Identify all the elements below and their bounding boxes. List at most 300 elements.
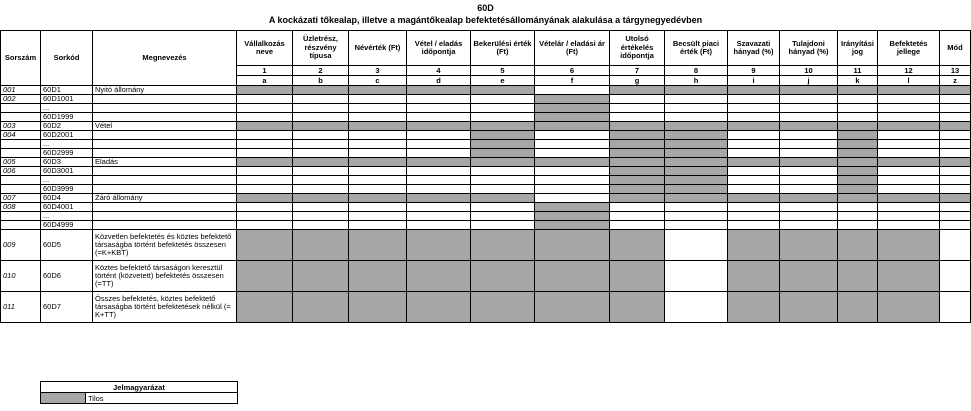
input-cell[interactable]: [610, 113, 665, 122]
forbidden-cell: [665, 86, 728, 95]
input-cell[interactable]: [349, 203, 407, 212]
forbidden-cell: [838, 158, 878, 167]
row-sorkod: 60D1999: [41, 113, 93, 122]
forbidden-cell: [838, 194, 878, 203]
input-cell[interactable]: [780, 176, 838, 185]
forbidden-cell: [838, 131, 878, 140]
forbidden-cell: [293, 230, 349, 261]
input-cell[interactable]: [780, 167, 838, 176]
input-cell[interactable]: [780, 185, 838, 194]
input-cell[interactable]: [237, 221, 293, 230]
input-cell[interactable]: [535, 140, 610, 149]
input-cell[interactable]: [878, 212, 940, 221]
row-megnevezes: [93, 221, 237, 230]
row-megnevezes: [93, 212, 237, 221]
input-cell[interactable]: [838, 203, 878, 212]
table-row: [1, 194, 971, 203]
input-cell[interactable]: [665, 113, 728, 122]
input-cell[interactable]: [940, 131, 971, 140]
column-letter: l: [878, 76, 940, 86]
forbidden-cell: [780, 230, 838, 261]
forbidden-cell: [940, 122, 971, 131]
input-cell[interactable]: [407, 131, 471, 140]
input-cell[interactable]: [535, 176, 610, 185]
column-header: Becsült piaci érték (Ft): [665, 31, 728, 66]
column-header: Bekerülési érték (Ft): [471, 31, 535, 66]
input-cell[interactable]: [728, 221, 780, 230]
input-cell[interactable]: [780, 203, 838, 212]
forbidden-cell: [610, 261, 665, 292]
input-cell[interactable]: [940, 230, 971, 261]
header-sorkod: Sorkód: [41, 31, 93, 86]
input-cell[interactable]: [349, 140, 407, 149]
input-cell[interactable]: [610, 212, 665, 221]
input-cell[interactable]: [838, 113, 878, 122]
table-row: [1, 86, 971, 95]
input-cell[interactable]: [728, 104, 780, 113]
input-cell[interactable]: [293, 113, 349, 122]
input-cell[interactable]: [940, 176, 971, 185]
input-cell[interactable]: [940, 292, 971, 323]
forbidden-cell: [780, 261, 838, 292]
input-cell[interactable]: [940, 95, 971, 104]
row-sorszam: [1, 212, 41, 221]
row-sorszam: [1, 185, 41, 194]
forbidden-cell: [780, 158, 838, 167]
row-megnevezes: Eladás: [93, 158, 237, 167]
input-cell[interactable]: [471, 185, 535, 194]
input-cell[interactable]: [878, 149, 940, 158]
input-cell[interactable]: [940, 104, 971, 113]
input-cell[interactable]: [878, 113, 940, 122]
forbidden-cell: [838, 185, 878, 194]
input-cell[interactable]: [535, 86, 610, 95]
column-number: 12: [878, 66, 940, 76]
forbidden-cell: [665, 167, 728, 176]
input-cell[interactable]: [407, 149, 471, 158]
report-table: [0, 30, 971, 323]
forbidden-cell: [535, 292, 610, 323]
forbidden-cell: [665, 149, 728, 158]
table-row: [1, 158, 971, 167]
table-row: [1, 185, 971, 194]
forbidden-cell: [610, 158, 665, 167]
row-sorkod: 60D2999: [41, 149, 93, 158]
input-cell[interactable]: [349, 176, 407, 185]
row-megnevezes: [93, 176, 237, 185]
forbidden-cell: [878, 158, 940, 167]
forbidden-cell: [838, 261, 878, 292]
input-cell[interactable]: [780, 95, 838, 104]
forbidden-cell: [535, 203, 610, 212]
input-cell[interactable]: [293, 131, 349, 140]
input-cell[interactable]: [665, 104, 728, 113]
forbidden-cell: [471, 230, 535, 261]
input-cell[interactable]: [878, 176, 940, 185]
input-cell[interactable]: [349, 167, 407, 176]
column-header: Vételár / eladási ár (Ft): [535, 31, 610, 66]
forbidden-cell: [728, 122, 780, 131]
input-cell[interactable]: [407, 212, 471, 221]
forbidden-cell: [535, 212, 610, 221]
input-cell[interactable]: [407, 167, 471, 176]
input-cell[interactable]: [237, 104, 293, 113]
input-cell[interactable]: [665, 261, 728, 292]
input-cell[interactable]: [665, 221, 728, 230]
forbidden-cell: [610, 292, 665, 323]
input-cell[interactable]: [237, 212, 293, 221]
input-cell[interactable]: [728, 203, 780, 212]
column-header: Szavazati hányad (%): [728, 31, 780, 66]
row-sorkod: 60D4999: [41, 221, 93, 230]
input-cell[interactable]: [878, 131, 940, 140]
column-header: Irányítási jog: [838, 31, 878, 66]
input-cell[interactable]: [471, 113, 535, 122]
input-cell[interactable]: [471, 167, 535, 176]
row-sorkod: 60D1: [41, 86, 93, 95]
column-header: Névérték (Ft): [349, 31, 407, 66]
forbidden-cell: [610, 131, 665, 140]
forbidden-cell: [407, 194, 471, 203]
forbidden-cell: [349, 86, 407, 95]
table-row: [1, 149, 971, 158]
forbidden-cell: [293, 86, 349, 95]
row-sorszam: [1, 140, 41, 149]
input-cell[interactable]: [535, 167, 610, 176]
forbidden-cell: [349, 158, 407, 167]
input-cell[interactable]: [293, 221, 349, 230]
input-cell[interactable]: [665, 95, 728, 104]
forbidden-cell: [878, 122, 940, 131]
legend-title: Jelmagyarázat: [41, 382, 238, 393]
row-sorszam: 009: [1, 230, 41, 261]
row-sorkod: ...: [41, 140, 93, 149]
forbidden-cell: [610, 185, 665, 194]
row-sorkod: 60D5: [41, 230, 93, 261]
input-cell[interactable]: [728, 95, 780, 104]
input-cell[interactable]: [878, 203, 940, 212]
forbidden-cell: [471, 158, 535, 167]
input-cell[interactable]: [838, 221, 878, 230]
row-sorszam: 008: [1, 203, 41, 212]
forbidden-cell: [838, 122, 878, 131]
column-header: Vállalkozás neve: [237, 31, 293, 66]
forbidden-cell: [838, 230, 878, 261]
input-cell[interactable]: [535, 194, 610, 203]
input-cell[interactable]: [940, 113, 971, 122]
forbidden-cell: [838, 86, 878, 95]
forbidden-cell: [237, 86, 293, 95]
input-cell[interactable]: [471, 95, 535, 104]
column-number: 4: [407, 66, 471, 76]
input-cell[interactable]: [610, 104, 665, 113]
input-cell[interactable]: [610, 221, 665, 230]
forbidden-cell: [838, 167, 878, 176]
row-sorkod: 60D3001: [41, 167, 93, 176]
input-cell[interactable]: [535, 149, 610, 158]
input-cell[interactable]: [665, 203, 728, 212]
input-cell[interactable]: [471, 221, 535, 230]
form-title: 60D: [477, 3, 494, 13]
row-sorkod: ...: [41, 212, 93, 221]
forbidden-cell: [665, 140, 728, 149]
row-megnevezes: [93, 140, 237, 149]
row-sorszam: 010: [1, 261, 41, 292]
input-cell[interactable]: [293, 95, 349, 104]
input-cell[interactable]: [349, 95, 407, 104]
input-cell[interactable]: [237, 149, 293, 158]
input-cell[interactable]: [293, 104, 349, 113]
forbidden-cell: [349, 194, 407, 203]
table-row: [1, 122, 971, 131]
row-megnevezes: Összes befektetés, köztes befektető társaságba történt befektetések nélkül (= K+TT): [93, 292, 237, 323]
row-sorkod: 60D7: [41, 292, 93, 323]
forbidden-cell: [610, 140, 665, 149]
input-cell[interactable]: [878, 95, 940, 104]
forbidden-cell: [535, 122, 610, 131]
input-cell[interactable]: [940, 167, 971, 176]
column-letter: g: [610, 76, 665, 86]
column-letter: c: [349, 76, 407, 86]
input-cell[interactable]: [878, 167, 940, 176]
row-sorkod: 60D6: [41, 261, 93, 292]
row-megnevezes: [93, 104, 237, 113]
row-megnevezes: [93, 203, 237, 212]
input-cell[interactable]: [878, 185, 940, 194]
forbidden-cell: [665, 158, 728, 167]
table-row: [1, 104, 971, 113]
input-cell[interactable]: [940, 221, 971, 230]
input-cell[interactable]: [728, 176, 780, 185]
input-cell[interactable]: [293, 140, 349, 149]
column-number: 8: [665, 66, 728, 76]
column-letter: k: [838, 76, 878, 86]
table-row: [1, 176, 971, 185]
forbidden-cell: [471, 122, 535, 131]
row-sorszam: 001: [1, 86, 41, 95]
input-cell[interactable]: [728, 149, 780, 158]
form-subtitle: A kockázati tőkealap, illetve a magántőkealap befektetésállományának alakulása a tárgynegyedévben: [268, 15, 703, 25]
forbidden-cell: [407, 261, 471, 292]
input-cell[interactable]: [407, 203, 471, 212]
forbidden-cell: [293, 292, 349, 323]
column-number: 13: [940, 66, 971, 76]
row-megnevezes: [93, 185, 237, 194]
input-cell[interactable]: [471, 212, 535, 221]
input-cell[interactable]: [471, 203, 535, 212]
forbidden-cell: [838, 140, 878, 149]
input-cell[interactable]: [728, 185, 780, 194]
input-cell[interactable]: [349, 131, 407, 140]
input-cell[interactable]: [407, 113, 471, 122]
input-cell[interactable]: [878, 140, 940, 149]
input-cell[interactable]: [237, 185, 293, 194]
forbidden-cell: [728, 261, 780, 292]
input-cell[interactable]: [471, 176, 535, 185]
row-sorkod: 60D2: [41, 122, 93, 131]
forbidden-cell: [940, 86, 971, 95]
header-sorszam: Sorszám: [1, 31, 41, 86]
forbidden-cell: [349, 292, 407, 323]
input-cell[interactable]: [237, 203, 293, 212]
column-header: Üzletrész, részvény típusa: [293, 31, 349, 66]
input-cell[interactable]: [293, 149, 349, 158]
forbidden-cell: [349, 122, 407, 131]
forbidden-cell: [665, 194, 728, 203]
input-cell[interactable]: [728, 212, 780, 221]
input-cell[interactable]: [349, 113, 407, 122]
input-cell[interactable]: [940, 149, 971, 158]
forbidden-cell: [878, 86, 940, 95]
forbidden-cell: [728, 86, 780, 95]
forbidden-cell: [610, 167, 665, 176]
table-row: [1, 131, 971, 140]
row-sorkod: ...: [41, 176, 93, 185]
input-cell[interactable]: [780, 104, 838, 113]
forbidden-cell: [535, 158, 610, 167]
forbidden-cell: [878, 194, 940, 203]
input-cell[interactable]: [237, 131, 293, 140]
forbidden-cell: [838, 176, 878, 185]
input-cell[interactable]: [665, 230, 728, 261]
input-cell[interactable]: [728, 131, 780, 140]
forbidden-cell: [610, 122, 665, 131]
forbidden-cell: [293, 122, 349, 131]
forbidden-cell: [293, 158, 349, 167]
table-row: [1, 113, 971, 122]
input-cell[interactable]: [878, 104, 940, 113]
row-sorszam: [1, 149, 41, 158]
input-cell[interactable]: [535, 131, 610, 140]
input-cell[interactable]: [838, 212, 878, 221]
input-cell[interactable]: [349, 104, 407, 113]
input-cell[interactable]: [407, 140, 471, 149]
forbidden-cell: [471, 292, 535, 323]
forbidden-cell: [780, 292, 838, 323]
forbidden-cell: [838, 292, 878, 323]
row-megnevezes: Záró állomány: [93, 194, 237, 203]
input-cell[interactable]: [237, 176, 293, 185]
column-letter: i: [728, 76, 780, 86]
input-cell[interactable]: [878, 221, 940, 230]
input-cell[interactable]: [780, 140, 838, 149]
row-megnevezes: Köztes befektető társaságon keresztül történt (közvetett) befektetés összesen (=TT): [93, 261, 237, 292]
row-megnevezes: [93, 167, 237, 176]
input-cell[interactable]: [780, 221, 838, 230]
input-cell[interactable]: [349, 149, 407, 158]
header-megnevezes: Megnevezés: [93, 31, 237, 86]
legend-label: Tilos: [86, 393, 238, 404]
input-cell[interactable]: [780, 212, 838, 221]
input-cell[interactable]: [610, 95, 665, 104]
forbidden-cell: [610, 176, 665, 185]
forbidden-cell: [237, 122, 293, 131]
input-cell[interactable]: [665, 212, 728, 221]
table-row: [1, 167, 971, 176]
input-cell[interactable]: [780, 131, 838, 140]
input-cell[interactable]: [349, 212, 407, 221]
forbidden-cell: [940, 158, 971, 167]
input-cell[interactable]: [293, 203, 349, 212]
input-cell[interactable]: [407, 176, 471, 185]
input-cell[interactable]: [293, 212, 349, 221]
input-cell[interactable]: [728, 113, 780, 122]
row-sorszam: [1, 176, 41, 185]
input-cell[interactable]: [940, 212, 971, 221]
input-cell[interactable]: [407, 185, 471, 194]
forbidden-cell: [610, 86, 665, 95]
input-cell[interactable]: [237, 167, 293, 176]
column-number: 6: [535, 66, 610, 76]
forbidden-cell: [471, 261, 535, 292]
input-cell[interactable]: [535, 185, 610, 194]
input-cell[interactable]: [940, 140, 971, 149]
column-header: Utolsó értékelés időpontja: [610, 31, 665, 66]
forbidden-cell: [471, 194, 535, 203]
input-cell[interactable]: [940, 261, 971, 292]
input-cell[interactable]: [407, 104, 471, 113]
column-number: 7: [610, 66, 665, 76]
column-letter: d: [407, 76, 471, 86]
input-cell[interactable]: [293, 176, 349, 185]
row-sorszam: [1, 221, 41, 230]
input-cell[interactable]: [237, 95, 293, 104]
forbidden-cell: [293, 194, 349, 203]
forbidden-cell: [878, 261, 940, 292]
input-cell[interactable]: [838, 95, 878, 104]
column-letter: e: [471, 76, 535, 86]
input-cell[interactable]: [237, 113, 293, 122]
forbidden-cell: [349, 261, 407, 292]
column-number: 1: [237, 66, 293, 76]
input-cell[interactable]: [728, 167, 780, 176]
input-cell[interactable]: [471, 104, 535, 113]
input-cell[interactable]: [293, 167, 349, 176]
row-sorkod: 60D3: [41, 158, 93, 167]
input-cell[interactable]: [940, 185, 971, 194]
row-sorszam: 003: [1, 122, 41, 131]
legend: [40, 381, 238, 404]
table-row: [1, 261, 971, 292]
row-megnevezes: [93, 149, 237, 158]
input-cell[interactable]: [940, 203, 971, 212]
forbidden-cell: [878, 230, 940, 261]
table-row: [1, 203, 971, 212]
forbidden-cell: [535, 261, 610, 292]
input-cell[interactable]: [293, 185, 349, 194]
input-cell[interactable]: [237, 140, 293, 149]
input-cell[interactable]: [349, 185, 407, 194]
column-number: 10: [780, 66, 838, 76]
row-megnevezes: Vétel: [93, 122, 237, 131]
input-cell[interactable]: [838, 104, 878, 113]
forbidden-cell: [665, 185, 728, 194]
forbidden-cell: [535, 113, 610, 122]
forbidden-cell: [237, 158, 293, 167]
input-cell[interactable]: [610, 203, 665, 212]
input-cell[interactable]: [665, 292, 728, 323]
table-body: [1, 31, 971, 323]
input-cell[interactable]: [780, 113, 838, 122]
forbidden-cell: [349, 230, 407, 261]
forbidden-cell: [940, 194, 971, 203]
input-cell[interactable]: [407, 221, 471, 230]
input-cell[interactable]: [349, 221, 407, 230]
input-cell[interactable]: [728, 140, 780, 149]
input-cell[interactable]: [780, 149, 838, 158]
row-megnevezes: [93, 113, 237, 122]
input-cell[interactable]: [407, 95, 471, 104]
